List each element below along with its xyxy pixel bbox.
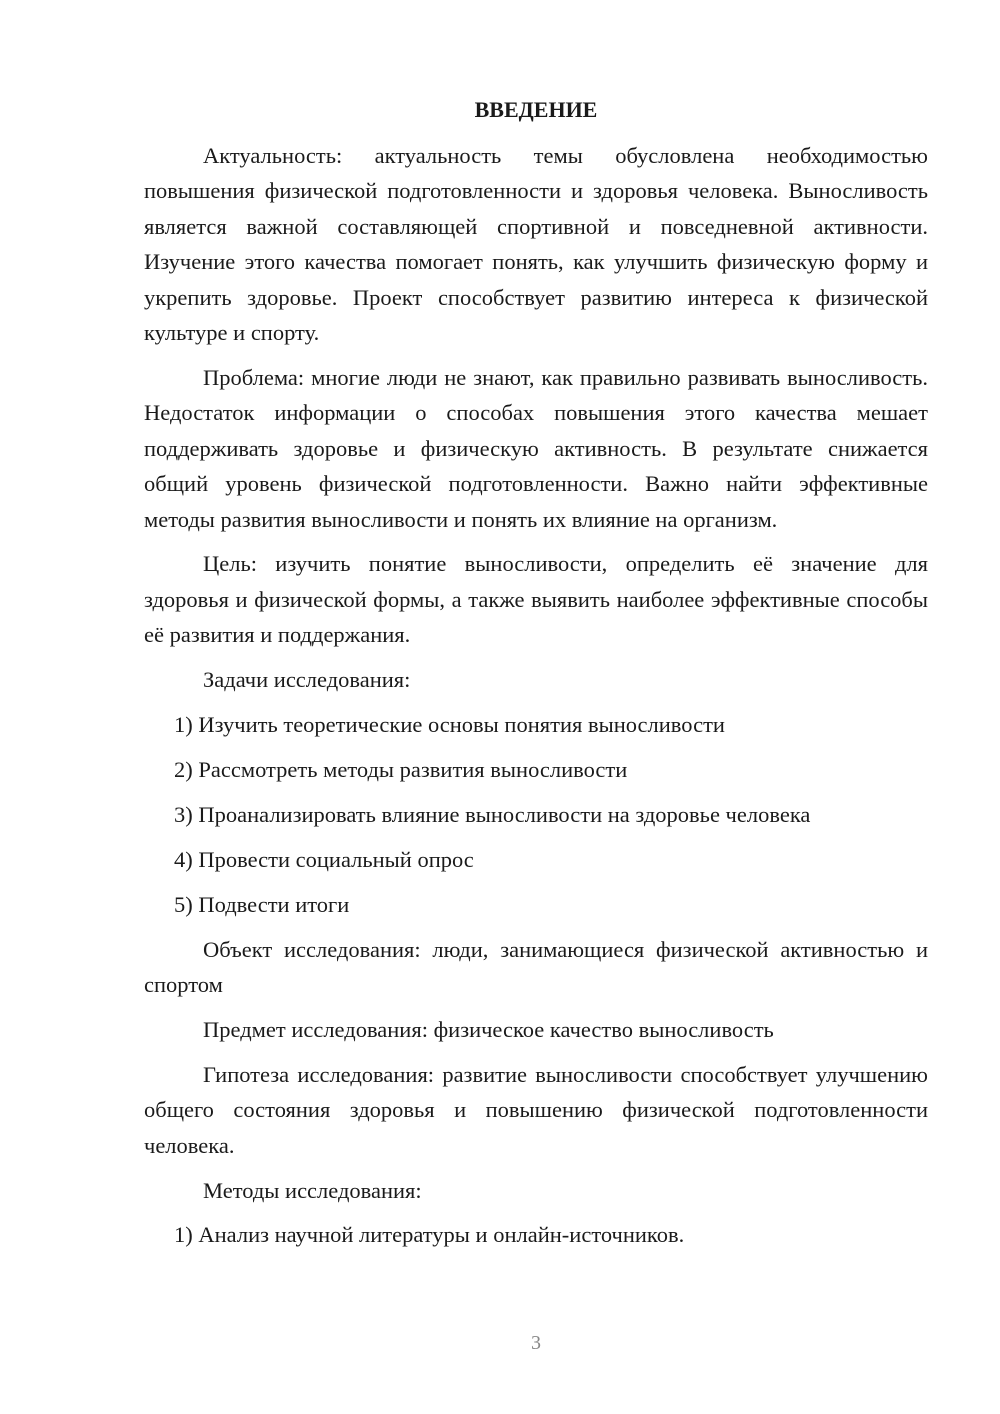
object-paragraph: Объект исследования: люди, занимающиеся физической активностью и спортом xyxy=(144,936,928,998)
task-item: 3) Проанализировать влияние выносливости на здоровье человека xyxy=(174,801,811,827)
page-number: 3 xyxy=(531,1332,541,1354)
section-title: ВВЕДЕНИЕ xyxy=(474,97,598,122)
tasks-heading: Задачи исследования: xyxy=(203,667,411,693)
task-item: 2) Рассмотреть методы развития выносливости xyxy=(174,757,628,782)
relevance-paragraph: Актуальность: актуальность темы обусловлена необходимостью повышения физической подготовленности и здоровья человека. Выносливость является важной составляющей спортивной и повседневной активности. Изучение этого качества помогает понять, как улучшить физическую форму и укрепить здоровье. Проект способствует развитию интереса к физической культуре и спорту. xyxy=(144,143,928,346)
problem-paragraph: Проблема: многие люди не знают, как правильно развивать выносливость. Недостаток информации о способах повышения этого качества мешает поддерживать здоровье и физическую активность. В результате снижается общий уровень физической подготовленности. Важно найти эффективные методы развития выносливости и понять их влияние на организм. xyxy=(144,364,928,532)
task-item: 4) Провести социальный опрос xyxy=(174,846,474,872)
subject-paragraph: Предмет исследования: физическое качество выносливость xyxy=(203,1016,774,1042)
method-item: 1) Анализ научной литературы и онлайн-источников. xyxy=(174,1222,685,1248)
goal-paragraph: Цель: изучить понятие выносливости, определить её значение для здоровья и физической формы, а также выявить наиболее эффективные способы её развития и поддержания. xyxy=(144,551,928,648)
task-item: 5) Подвести итоги xyxy=(174,891,350,917)
hypothesis-paragraph: Гипотеза исследования: развитие выносливости способствует улучшению общего состояния здоровья и повышению физической подготовленности человека. xyxy=(144,1061,928,1158)
methods-heading: Методы исследования: xyxy=(203,1177,422,1203)
task-item: 1) Изучить теоретические основы понятия выносливости xyxy=(174,712,725,738)
page-content xyxy=(144,92,928,1262)
